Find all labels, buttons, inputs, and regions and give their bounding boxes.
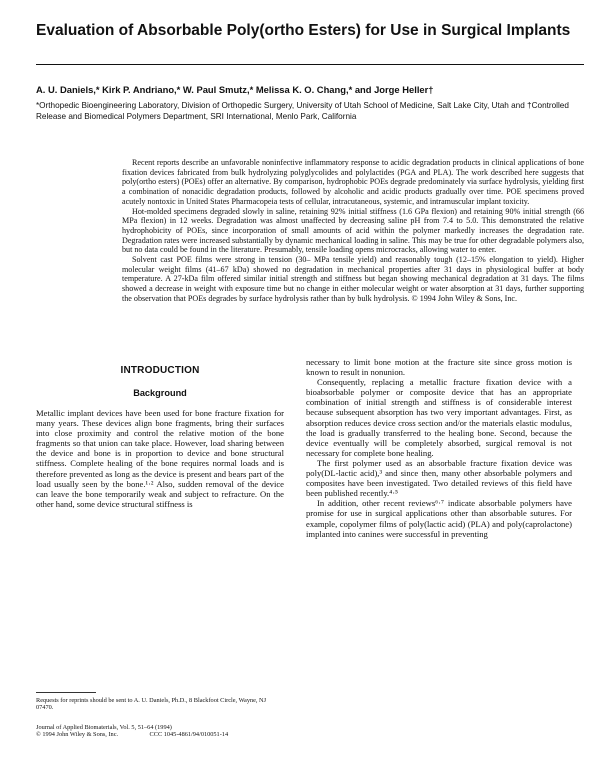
paper-title: Evaluation of Absorbable Poly(ortho Esters) for Use in Surgical Implants [36, 22, 571, 39]
abstract [122, 158, 584, 304]
body-paragraph: In addition, other recent reviews⁶·⁷ indicate absorbable polymers have promise for use in surgical applications other than absorbable sutures. For example, copolymer films of poly(lactic acid) (PLA) and poly(caprolactone) implanted into canines were successful in preventing [306, 498, 572, 539]
footnote-rule [36, 692, 96, 693]
author-list: A. U. Daniels,* Kirk P. Andriano,* W. Paul Smutz,* Melissa K. O. Chang,* and Jorge Heller† [36, 84, 434, 95]
section-heading-introduction: INTRODUCTION [120, 365, 200, 376]
right-column [306, 357, 572, 539]
abstract-paragraph: Solvent cast POE films were strong in tension (30– MPa tensile yield) and reasonably tough (12–15% elongation to yield). Higher molecular weight films (41–67 kDa) showed no degradation in mechanical properties after 31 days in physiological buffer at body temperature. A 27-kDa film offered similar initial strength and stiffness but began showing mechanical degradation at 31 days. The films showed a decrease in weight with exposure time but no change in either molecular weight or water absorption at 31 days, further supporting the observation that POEs degrades by surface hydrolysis rather than by bulk hydrolysis. © 1994 John Wiley & Sons, Inc. [122, 255, 584, 303]
body-paragraph: The first polymer used as an absorbable fracture fixation device was poly(DL-lactic acid),³ and since then, many other absorbable polymers and composites have been investigated. Two detailed reviews of this field have been published recently.⁴·⁵ [306, 457, 572, 499]
author-affiliations: *Orthopedic Bioengineering Laboratory, Division of Orthopedic Surgery, University of Utah School of Medicine, Salt Lake City, Utah and †Controlled Release and Biomedical Polymers Department, SRI International, Menlo Park, California [36, 101, 569, 121]
subsection-heading-background: Background [133, 388, 187, 398]
body-paragraph: Metallic implant devices have been used for bone fracture fixation for many years. These devices align bone fragments, bring their surfaces into close proximity and control the relative motion of the bone fragments so that union can take place. However, load sharing between the device and bone is in proportion to device and bone structural stiffness. Complete healing of the bone requires normal loads and is therefore prevented as long as the device is present and bears part of the load usually seen by the bone.¹·² Also, sudden removal of the device can leave the bone temporarily weak and subject to refracture. On the other hand, some device structural stiffness is [36, 408, 284, 509]
abstract-paragraph: Hot-molded specimens degraded slowly in saline, retaining 92% initial stiffness (1.6 GPa flexion) and retaining 90% initial strength (66 MPa flexion) in 12 weeks. Degradation was almost unaffected by decreasing saline pH from 7.4 to 5.0. This demonstrated the relative hydrophobicity of POEs, since incorporation of small amounts of acid within the polymer markedly increases the degradation rate. Degradation rates were increased substantially by dynamic mechanical loading in saline. This may be true for other degradable polymers also, but no data could be found in the literature. Presumably, tensile loading opens microcracks, allowing water to enter. [122, 206, 584, 255]
left-column [36, 365, 284, 509]
title-rule [36, 64, 584, 65]
correspondence-footnote: Requests for reprints should be sent to A. U. Daniels, Ph.D., 8 Blackfoot Circle, Wayne, NJ 07470. [36, 697, 267, 712]
journal-citation [36, 724, 284, 739]
abstract-paragraph: Recent reports describe an unfavorable noninfective inflammatory response to acidic degradation products in clinical applications of bone fixation devices fabricated from bulk hydrolyzing polyglycolides and polylactides (PGA and PLA). The work described here suggests that poly(ortho esters) (POEs) offer an alternative. By comparison, hydrophobic POEs degrade predominately via surface hydrolysis, yielding first a combination of nonacidic degradation products, followed by alcoholic and acidic products gradually over time. POE specimens proved acutely nontoxic in United States Pharmacopeia tests of cellular, intracutaneous, systemic, and intramuscular implant toxicity. [122, 158, 584, 206]
body-paragraph: necessary to limit bone motion at the fracture site since gross motion is known to result in nonunion. [306, 357, 572, 378]
journal-volume-line: Journal of Applied Biomaterials, Vol. 5, 51–64 (1994) [36, 724, 172, 731]
body-paragraph: Consequently, replacing a metallic fracture fixation device with a bioabsorbable polymer or composite device that has an appropriate combination of initial strength and stiffness is of considerable interest because subsequent absorption has two very important advantages. First, as absorption reduces device cross section and/or the materials elastic modulus, the load is gradually transferred to the healing bone. Second, because the device eventually will be completely absorbed, surgical removal is not necessary for complete bone healing. [306, 377, 572, 458]
copyright-line: © 1994 John Wiley & Sons, Inc. CCC 1045-4861/94/010051-14 [36, 731, 229, 739]
